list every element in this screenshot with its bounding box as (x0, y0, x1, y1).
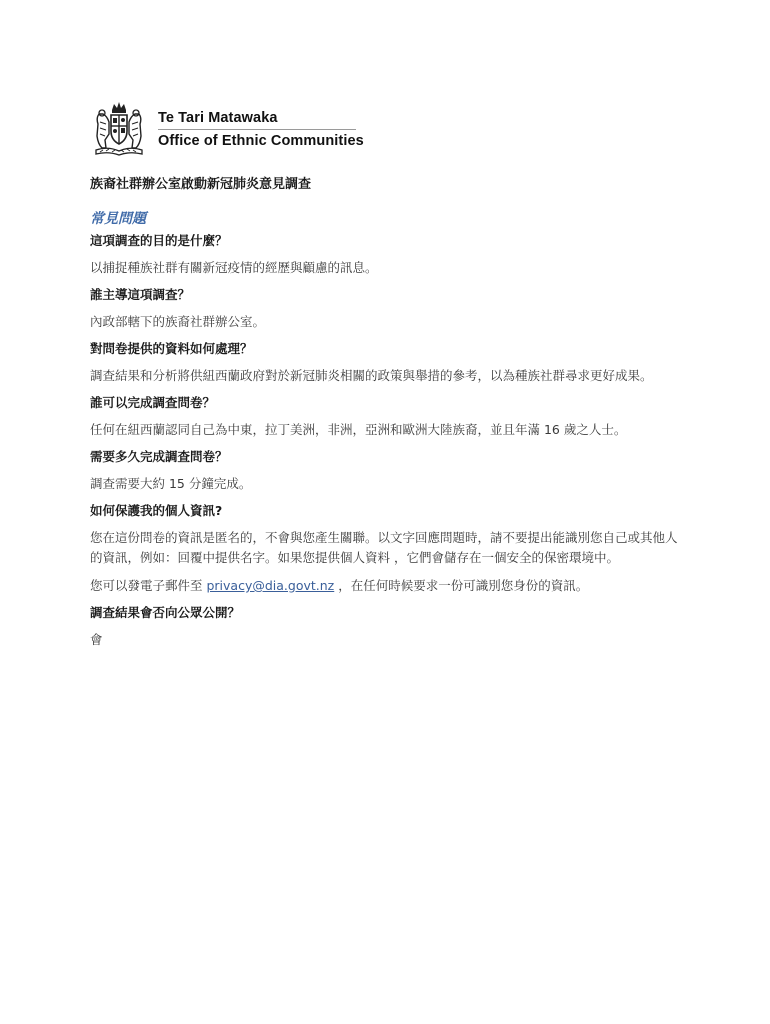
org-divider (158, 129, 356, 130)
faq-answer-data-use: 調查結果和分析將供紐西蘭政府對於新冠肺炎相關的政策與舉措的參考，以為種族社群尋求更好成果。 (90, 368, 653, 383)
faq-question-duration: 需要多久完成調查問卷？ (90, 449, 228, 464)
coat-of-arms-icon (90, 100, 148, 158)
faq-question-eligibility: 誰可以完成調查問卷？ (90, 395, 216, 410)
document-title: 族裔社群辦公室啟動新冠肺炎意見調查 (90, 177, 312, 192)
organisation-name (158, 100, 364, 150)
privacy-contact-prefix: 您可以發電子郵件至 (90, 578, 207, 593)
org-name-english: Office of Ethnic Communities (158, 133, 364, 149)
faq-answer-purpose: 以捕捉種族社群有關新冠疫情的經歷與顧慮的訊息。 (90, 260, 378, 275)
faq-answer-privacy: 您在這份問卷的資訊是匿名的，不會與您產生關聯。以文字回應問題時，請不要提出能識別您自己或其他人的資訊，例如：回覆中提供名字。如果您提供個人資料 ，它們會儲存在一個安全的保密環境中。 (90, 530, 678, 565)
faq-question-data-use: 對問卷提供的資料如何處理？ (90, 341, 253, 356)
faq-question-public-results: 調查結果會否向公眾公開？ (90, 605, 241, 620)
org-name-maori: Te Tari Matawaka (158, 110, 278, 126)
document-page (90, 100, 690, 658)
faq-question-purpose: 這項調查的目的是什麼？ (90, 233, 228, 248)
faq-answer-eligibility: 任何在紐西蘭認同自己為中東，拉丁美洲，非洲，亞洲和歐洲大陸族裔，並且年滿 16 歲之人士。 (90, 422, 627, 437)
faq-answer-privacy-contact (90, 576, 680, 596)
faq-answer-public-results: 會 (90, 632, 103, 647)
faq-question-privacy: 如何保護我的個人資訊? (90, 503, 223, 518)
faq-question-lead: 誰主導這項調查？ (90, 287, 191, 302)
logo-block (90, 100, 690, 162)
faq-list (90, 232, 690, 650)
faq-answer-lead: 內政部轄下的族裔社群辦公室。 (90, 314, 266, 329)
faq-heading: 常見問題 (90, 211, 146, 227)
privacy-email-link[interactable]: privacy@dia.govt.nz (206, 578, 335, 593)
privacy-contact-suffix: ，在任何時候要求一份可識別您身份的資訊。 (334, 578, 589, 593)
faq-answer-duration: 調查需要大約 15 分鐘完成。 (90, 476, 252, 491)
